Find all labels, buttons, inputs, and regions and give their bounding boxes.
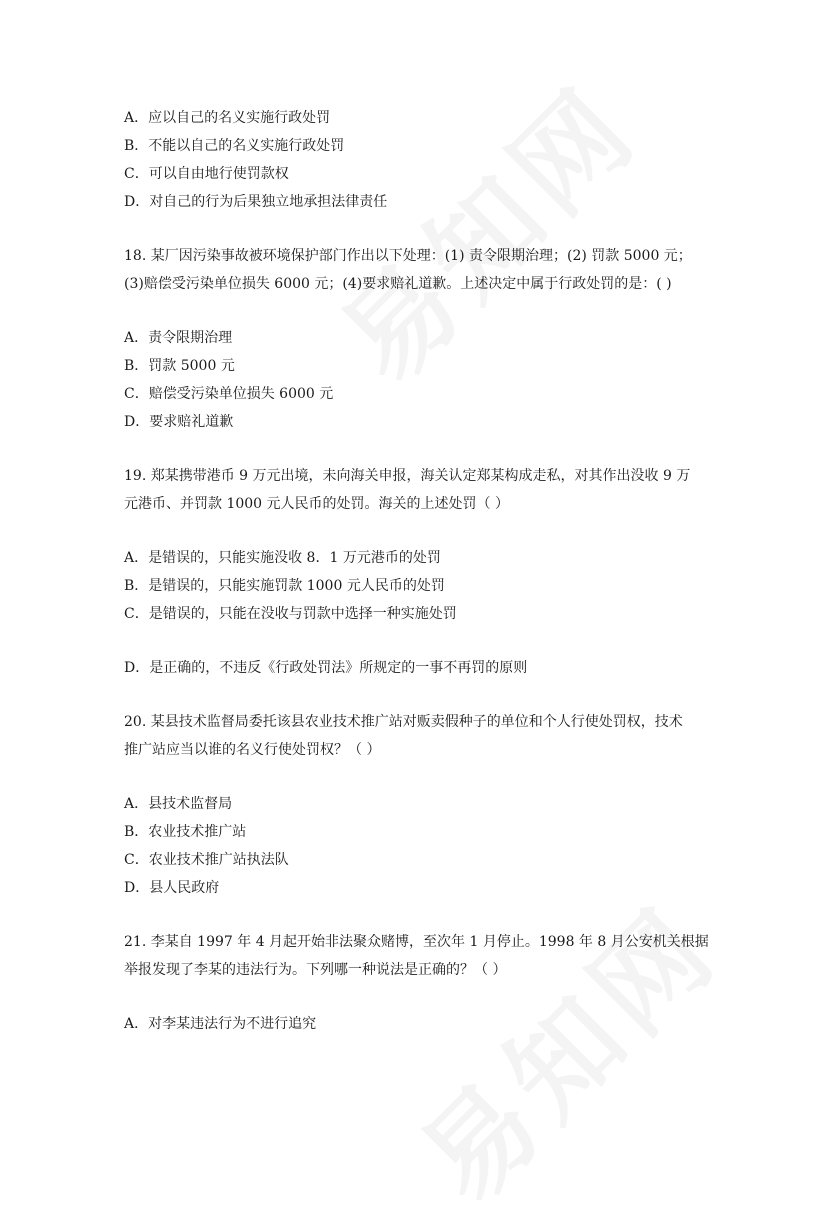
q18-option-d: D．要求赔礼道歉	[124, 414, 234, 430]
q20-option-a: A．县技术监督局	[124, 796, 233, 812]
q19-option-d: D．是正确的，不违反《行政处罚法》所规定的一事不再罚的原则	[124, 660, 528, 676]
question-18-line-1: 18. 某厂因污染事故被环境保护部门作出以下处理：(1) 责令限期治理；(2) 罚款 5000 元；	[124, 248, 692, 264]
question-20	[124, 708, 706, 902]
question-21	[124, 928, 709, 1038]
q21-option-a: A．对李某违法行为不进行追究	[124, 1016, 317, 1032]
q19-option-a: A．是错误的，只能实施没收 8．1 万元港币的处罚	[124, 550, 441, 566]
question-19-line-1: 19. 郑某携带港币 9 万元出境，未向海关申报，海关认定郑某构成走私，对其作出没收 9 万	[124, 468, 691, 484]
option-c: C．可以自由地行使罚款权	[124, 166, 289, 182]
q19-option-b: B．是错误的，只能实施罚款 1000 元人民币的处罚	[124, 578, 445, 594]
document-body	[124, 104, 709, 1038]
q18-option-b: B．罚款 5000 元	[124, 358, 235, 374]
question-19	[124, 462, 706, 682]
q18-option-a: A．责令限期治理	[124, 330, 233, 346]
question-20-line-1: 20. 某县技术监督局委托该县农业技术推广站对贩卖假种子的单位和个人行使处罚权，技术	[124, 714, 683, 730]
option-a: A．应以自己的名义实施行政处罚	[124, 110, 331, 126]
q20-option-b: B．农业技术推广站	[124, 824, 247, 840]
q19-option-c: C．是错误的，只能在没收与罚款中选择一种实施处罚	[124, 606, 457, 622]
option-b: B．不能以自己的名义实施行政处罚	[124, 138, 345, 154]
question-21-line-1: 21. 李某自 1997 年 4 月起开始非法聚众赌博，至次年 1 月停止。1998 年 8 月公安机关根据	[124, 934, 709, 950]
option-d: D．对自己的行为后果独立地承担法律责任	[124, 194, 388, 210]
q18-option-c: C．赔偿受污染单位损失 6000 元	[124, 386, 334, 402]
question-19-line-2: 元港币、并罚款 1000 元人民币的处罚。海关的上述处罚（ ）	[124, 496, 509, 512]
question-18	[124, 242, 706, 436]
question-21-line-2: 举报发现了李某的违法行为。下列哪一种说法是正确的？（ ）	[124, 962, 507, 978]
previous-question-options	[124, 104, 706, 216]
q20-option-d: D．县人民政府	[124, 880, 220, 896]
question-18-line-2: (3)赔偿受污染单位损失 6000 元；(4)要求赔礼道歉。上述决定中属于行政处罚的是：( )	[124, 276, 672, 292]
q20-option-c: C．农业技术推广站执法队	[124, 852, 289, 868]
question-20-line-2: 推广站应当以谁的名义行使处罚权？（ ）	[124, 742, 381, 758]
